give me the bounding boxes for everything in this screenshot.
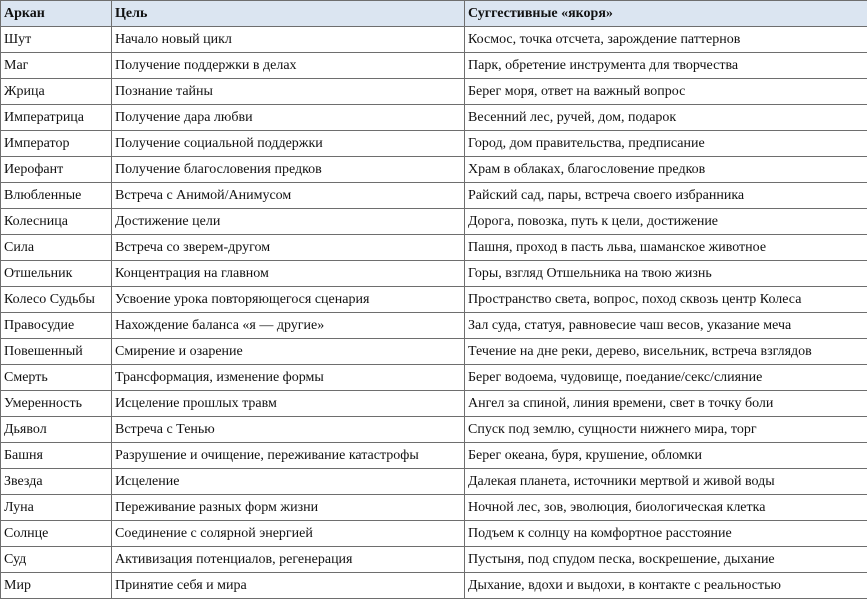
table-row	[1, 391, 867, 417]
arcana-cell: Повешенный	[1, 339, 112, 365]
arcana-cell: Колесница	[1, 209, 112, 235]
anchors-cell: Далекая планета, источники мертвой и живой воды	[465, 469, 867, 495]
anchors-cell: Подъем к солнцу на комфортное расстояние	[465, 521, 867, 547]
anchors-cell: Берег водоема, чудовище, поедание/секс/слияние	[465, 365, 867, 391]
goal-cell: Соединение с солярной энергией	[112, 521, 465, 547]
header-goal: Цель	[112, 1, 465, 27]
goal-cell: Исцеление	[112, 469, 465, 495]
table-row	[1, 339, 867, 365]
table-row	[1, 573, 867, 599]
arcana-cell: Луна	[1, 495, 112, 521]
arcana-cell: Умеренность	[1, 391, 112, 417]
arcana-cell: Дьявол	[1, 417, 112, 443]
arcana-cell: Иерофант	[1, 157, 112, 183]
arcana-cell: Маг	[1, 53, 112, 79]
anchors-cell: Берег океана, буря, крушение, обломки	[465, 443, 867, 469]
goal-cell: Получение поддержки в делах	[112, 53, 465, 79]
goal-cell: Концентрация на главном	[112, 261, 465, 287]
header-row	[1, 1, 867, 27]
goal-cell: Начало новый цикл	[112, 27, 465, 53]
anchors-cell: Дорога, повозка, путь к цели, достижение	[465, 209, 867, 235]
arcana-cell: Шут	[1, 27, 112, 53]
anchors-cell: Космос, точка отсчета, зарождение паттернов	[465, 27, 867, 53]
anchors-cell: Райский сад, пары, встреча своего избранника	[465, 183, 867, 209]
goal-cell: Достижение цели	[112, 209, 465, 235]
arcana-cell: Суд	[1, 547, 112, 573]
arcana-cell: Императрица	[1, 105, 112, 131]
anchors-cell: Горы, взгляд Отшельника на твою жизнь	[465, 261, 867, 287]
table-row	[1, 261, 867, 287]
anchors-cell: Пашня, проход в пасть льва, шаманское животное	[465, 235, 867, 261]
arcana-cell: Солнце	[1, 521, 112, 547]
arcana-cell: Император	[1, 131, 112, 157]
arcana-cell: Влюбленные	[1, 183, 112, 209]
goal-cell: Исцеление прошлых травм	[112, 391, 465, 417]
goal-cell: Смирение и озарение	[112, 339, 465, 365]
arcana-cell: Звезда	[1, 469, 112, 495]
header-anchors: Суггестивные «якоря»	[465, 1, 867, 27]
goal-cell: Принятие себя и мира	[112, 573, 465, 599]
anchors-cell: Пространство света, вопрос, поход сквозь центр Колеса	[465, 287, 867, 313]
table-row	[1, 157, 867, 183]
arcana-cell: Жрица	[1, 79, 112, 105]
goal-cell: Встреча со зверем-другом	[112, 235, 465, 261]
table-row	[1, 183, 867, 209]
arcana-cell: Смерть	[1, 365, 112, 391]
goal-cell: Встреча с Тенью	[112, 417, 465, 443]
anchors-cell: Берег моря, ответ на важный вопрос	[465, 79, 867, 105]
goal-cell: Переживание разных форм жизни	[112, 495, 465, 521]
anchors-cell: Город, дом правительства, предписание	[465, 131, 867, 157]
goal-cell: Получение социальной поддержки	[112, 131, 465, 157]
goal-cell: Получение дара любви	[112, 105, 465, 131]
table-row	[1, 365, 867, 391]
table-row	[1, 209, 867, 235]
arcana-cell: Мир	[1, 573, 112, 599]
anchors-cell: Парк, обретение инструмента для творчества	[465, 53, 867, 79]
table-row	[1, 27, 867, 53]
table-row	[1, 443, 867, 469]
goal-cell: Нахождение баланса «я — другие»	[112, 313, 465, 339]
anchors-cell: Ночной лес, зов, эволюция, биологическая клетка	[465, 495, 867, 521]
table-row	[1, 131, 867, 157]
arcana-cell: Башня	[1, 443, 112, 469]
table-row	[1, 495, 867, 521]
header-arcana: Аркан	[1, 1, 112, 27]
table-row	[1, 287, 867, 313]
goal-cell: Трансформация, изменение формы	[112, 365, 465, 391]
goal-cell: Активизация потенциалов, регенерация	[112, 547, 465, 573]
anchors-cell: Течение на дне реки, дерево, висельник, встреча взглядов	[465, 339, 867, 365]
table-row	[1, 235, 867, 261]
goal-cell: Усвоение урока повторяющегося сценария	[112, 287, 465, 313]
anchors-cell: Пустыня, под спудом песка, воскрешение, дыхание	[465, 547, 867, 573]
table-row	[1, 469, 867, 495]
anchors-cell: Спуск под землю, сущности нижнего мира, торг	[465, 417, 867, 443]
arcana-cell: Правосудие	[1, 313, 112, 339]
table-row	[1, 53, 867, 79]
anchors-cell: Храм в облаках, благословение предков	[465, 157, 867, 183]
anchors-cell: Весенний лес, ручей, дом, подарок	[465, 105, 867, 131]
goal-cell: Встреча с Анимой/Анимусом	[112, 183, 465, 209]
table-row	[1, 79, 867, 105]
anchors-cell: Зал суда, статуя, равновесие чаш весов, указание меча	[465, 313, 867, 339]
arcana-cell: Колесо Судьбы	[1, 287, 112, 313]
table-row	[1, 521, 867, 547]
table-row	[1, 547, 867, 573]
anchors-cell: Ангел за спиной, линия времени, свет в точку боли	[465, 391, 867, 417]
goal-cell: Разрушение и очищение, переживание катастрофы	[112, 443, 465, 469]
goal-cell: Получение благословения предков	[112, 157, 465, 183]
arcana-cell: Сила	[1, 235, 112, 261]
table-row	[1, 313, 867, 339]
table-row	[1, 105, 867, 131]
goal-cell: Познание тайны	[112, 79, 465, 105]
table-body	[1, 27, 867, 599]
anchors-cell: Дыхание, вдохи и выдохи, в контакте с реальностью	[465, 573, 867, 599]
table-header	[1, 1, 867, 27]
arcana-cell: Отшельник	[1, 261, 112, 287]
table-row	[1, 417, 867, 443]
